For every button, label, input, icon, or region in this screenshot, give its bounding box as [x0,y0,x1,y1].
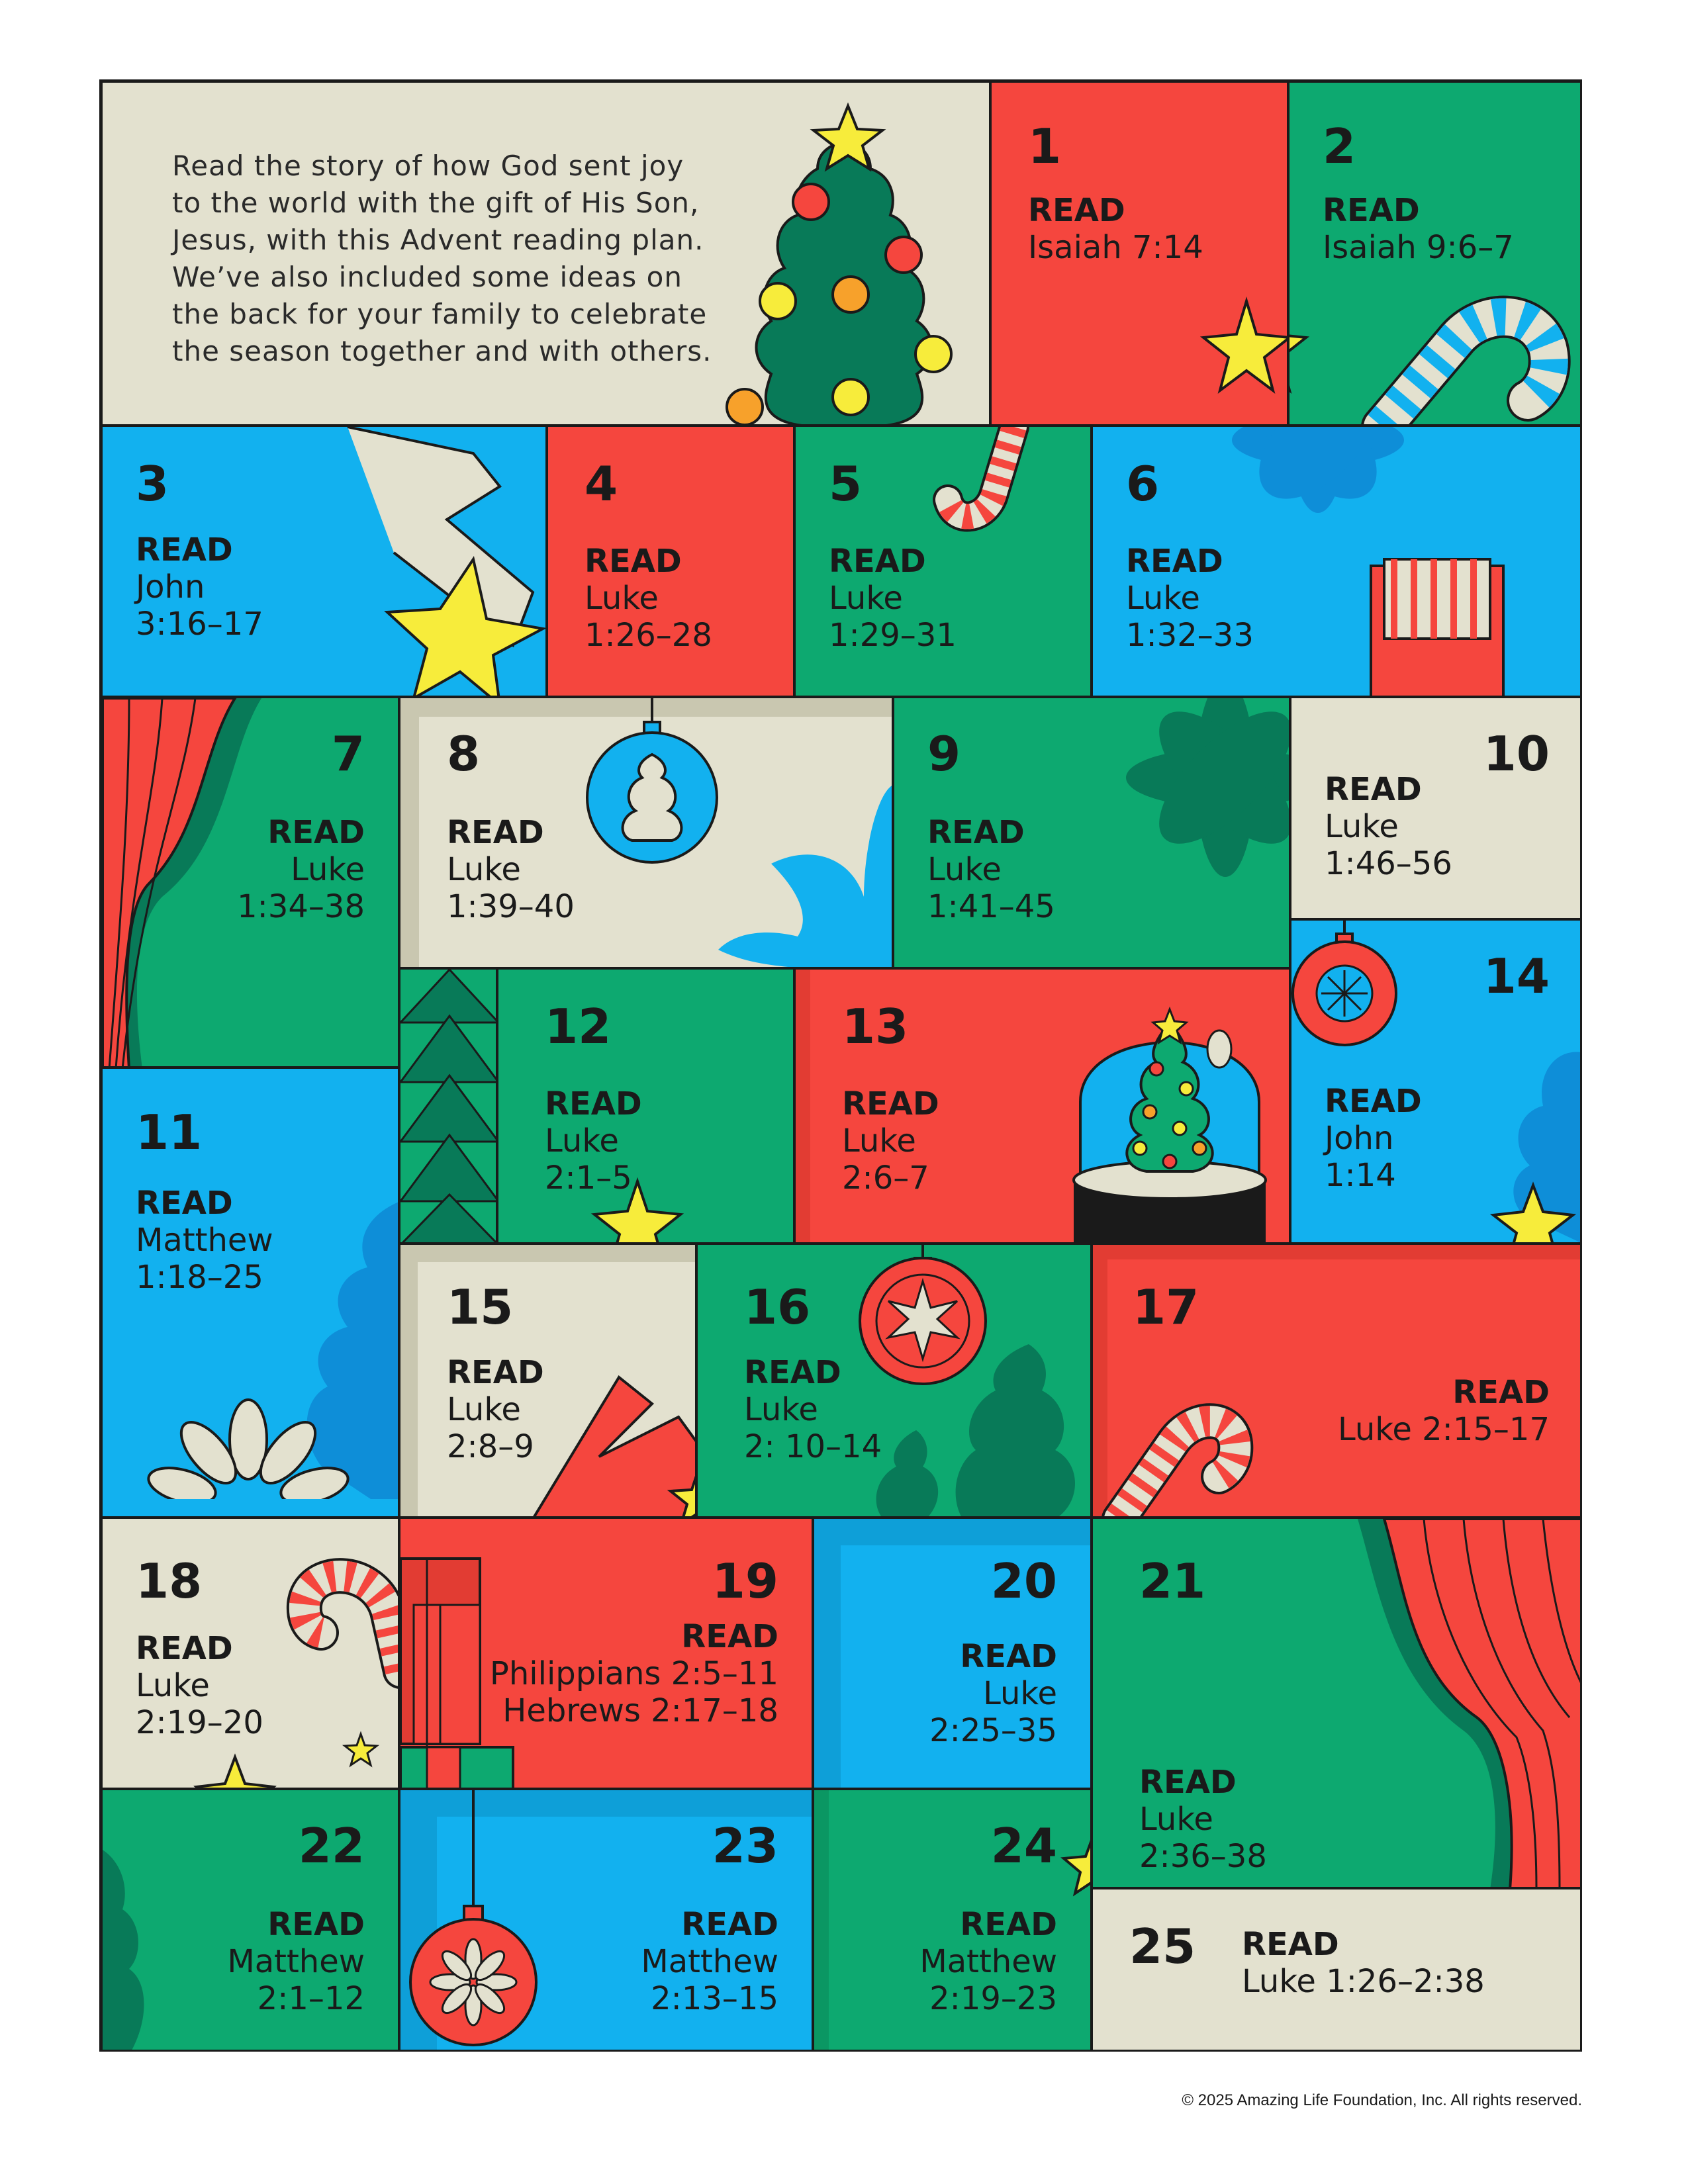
day-number: 24 [990,1818,1057,1874]
reading-reference: 2:13–15 [651,1980,778,2017]
day-12-cell [497,968,794,1244]
day-9-cell [893,697,1290,968]
read-label: READ [136,531,233,569]
day-18-cell [101,1518,399,1789]
star-icon [498,970,794,1244]
day-23-cell [399,1789,813,2052]
reading-reference: 1:46–56 [1325,845,1452,882]
reading-reference: 1:34–38 [237,888,365,925]
day-reading [744,1354,882,1465]
intro-text [172,148,741,370]
day-reading [447,814,575,925]
read-label: READ [447,814,544,851]
copyright-notice: © 2025 Amazing Life Foundation, Inc. All rights reserved. [1182,2091,1582,2109]
read-label: READ [1028,192,1125,229]
read-label: READ [1325,771,1422,808]
reading-reference: 2:6–7 [842,1160,929,1197]
read-label: READ [842,1085,939,1122]
day-number: 9 [927,726,961,782]
reading-reference: 2:19–20 [136,1704,263,1741]
day-14-cell [1290,919,1582,1244]
reading-reference: 2:19–23 [929,1980,1057,2017]
day-20-cell [813,1518,1092,1789]
read-label: READ [267,814,365,851]
read-label: READ [1325,1083,1422,1120]
read-label: READ [447,1354,544,1391]
reading-reference: 1:18–25 [136,1259,263,1296]
day-reading [829,543,957,654]
reading-reference: Matthew [919,1943,1057,1980]
day-number: 20 [990,1553,1057,1609]
day-reading [490,1618,778,1729]
read-label: READ [960,1638,1057,1675]
reading-reference: Luke [842,1122,916,1160]
reading-reference: Luke [447,851,521,888]
day-reading [1242,1926,1485,2000]
day-reading [1325,771,1452,882]
reading-reference: Luke [585,580,659,617]
day-reading [1126,543,1254,654]
day-16-cell [696,1244,1092,1518]
reading-reference: Luke 1:26–2:38 [1242,1963,1485,2000]
reading-reference: 2:36–38 [1139,1838,1267,1875]
day-number: 21 [1139,1553,1206,1609]
reading-reference: Luke [545,1122,619,1160]
read-label: READ [927,814,1025,851]
day-number: 10 [1483,726,1550,782]
reading-reference: 1:29–31 [829,617,957,654]
reading-reference: Isaiah 9:6–7 [1323,229,1514,266]
day-reading [927,814,1055,925]
day-10-cell [1290,697,1582,919]
day-reading [136,531,263,643]
day-number: 19 [712,1553,778,1609]
day-reading [842,1085,939,1197]
read-label: READ [960,1906,1057,1943]
day-number: 22 [298,1818,365,1874]
read-label: READ [1139,1764,1237,1801]
day-22-cell [101,1789,399,2052]
day-5-cell [794,426,1092,697]
day-15-cell [399,1244,696,1518]
reading-reference: Luke [829,580,903,617]
read-label: READ [1126,543,1223,580]
day-4-cell [547,426,794,697]
day-17-cell [1092,1244,1582,1518]
day-reading [641,1906,778,2017]
day-21-cell [1092,1518,1582,1888]
read-label: READ [1323,192,1420,229]
intro-line: Jesus, with this Advent reading plan. [172,224,704,256]
day-number: 14 [1483,948,1550,1004]
reading-reference: Luke 2:15–17 [1337,1411,1550,1448]
reading-reference: 2:1–12 [257,1980,365,2017]
intro-panel [101,81,990,426]
day-number: 8 [447,726,481,782]
day-reading [447,1354,544,1465]
read-label: READ [545,1085,642,1122]
reading-reference: 1:32–33 [1126,617,1254,654]
day-25-cell [1092,1888,1582,2052]
intro-line: We’ve also included some ideas on [172,261,682,293]
day-number: 13 [842,999,909,1054]
read-label: READ [744,1354,841,1391]
read-label: READ [681,1906,778,1943]
day-number: 5 [829,456,863,512]
read-label: READ [136,1630,233,1667]
day-11-cell [101,1068,399,1518]
reading-reference: 1:39–40 [447,888,575,925]
day-3-cell [101,426,547,697]
day-reading [227,1906,365,2017]
read-label: READ [681,1618,778,1655]
reading-reference: Luke [744,1391,818,1428]
reading-reference: 2:8–9 [447,1428,534,1465]
star-icon [814,1790,1092,2052]
advent-calendar-grid [99,79,1582,2052]
day-number: 25 [1129,1919,1196,1974]
day-reading [136,1185,273,1296]
reading-reference: Luke [1126,580,1200,617]
day-number: 16 [744,1279,811,1335]
day-1-cell [990,81,1288,426]
day-13-cell [794,968,1290,1244]
day-7-cell [101,697,399,1068]
day-number: 6 [1126,456,1160,512]
day-number: 23 [712,1818,778,1874]
read-label: READ [585,543,682,580]
read-label: READ [136,1185,233,1222]
star-icon [1291,921,1582,1244]
reading-reference: Luke [1139,1801,1213,1838]
reading-reference: Matthew [227,1943,365,1980]
day-reading [1028,192,1203,266]
reading-reference: 3:16–17 [136,606,263,643]
reading-reference: Matthew [136,1222,273,1259]
reading-reference: Luke [1325,808,1399,845]
day-number: 12 [545,999,612,1054]
reading-reference: 2:1–5 [545,1160,632,1197]
reading-reference: John [1325,1120,1394,1157]
day-2-cell [1288,81,1582,426]
read-label: READ [1452,1374,1550,1411]
day-24-cell [813,1789,1092,2052]
reading-reference: 1:26–28 [585,617,712,654]
day-reading [1323,192,1514,266]
tree-strip-panel [399,968,497,1244]
day-number: 15 [447,1279,514,1335]
day-19-cell [399,1518,813,1789]
day-number: 7 [331,726,365,782]
day-reading [136,1630,263,1741]
day-6-cell [1092,426,1582,697]
intro-line: Read the story of how God sent joy [172,150,684,182]
reading-reference: Hebrews 2:17–18 [502,1692,778,1729]
day-reading [1139,1764,1267,1875]
intro-line: the season together and with others. [172,335,712,367]
intro-line: the back for your family to celebrate [172,298,708,330]
day-reading [237,814,365,925]
day-reading [545,1085,642,1197]
reading-reference: 1:41–45 [927,888,1055,925]
reading-reference: 2:25–35 [929,1712,1057,1749]
read-label: READ [267,1906,365,1943]
reading-reference: Philippians 2:5–11 [489,1655,778,1692]
day-number: 2 [1323,118,1356,174]
reading-reference: Luke [136,1667,210,1704]
day-number: 3 [136,456,169,512]
day-number: 4 [585,456,618,512]
reading-reference: Luke [291,851,365,888]
reading-reference: John [136,569,205,606]
ribbon-icon [400,1245,696,1518]
day-number: 17 [1133,1279,1199,1335]
day-reading [585,543,712,654]
reading-reference: Matthew [641,1943,778,1980]
day-reading [929,1638,1057,1749]
reading-reference: Isaiah 7:14 [1028,229,1203,266]
reading-reference: Luke [983,1675,1057,1712]
reading-reference: Luke [927,851,1002,888]
day-number: 1 [1028,118,1062,174]
day-number: 11 [136,1105,203,1160]
day-number: 18 [136,1553,203,1609]
reading-reference: 1:14 [1325,1157,1396,1194]
day-reading [1338,1374,1550,1448]
intro-line: to the world with the gift of His Son, [172,187,700,219]
pine-trees-icon [400,970,497,1244]
reading-reference: Luke [447,1391,521,1428]
read-label: READ [829,543,926,580]
reading-reference: 2: 10–14 [744,1428,882,1465]
day-8-cell [399,697,893,968]
read-label: READ [1242,1926,1339,1963]
